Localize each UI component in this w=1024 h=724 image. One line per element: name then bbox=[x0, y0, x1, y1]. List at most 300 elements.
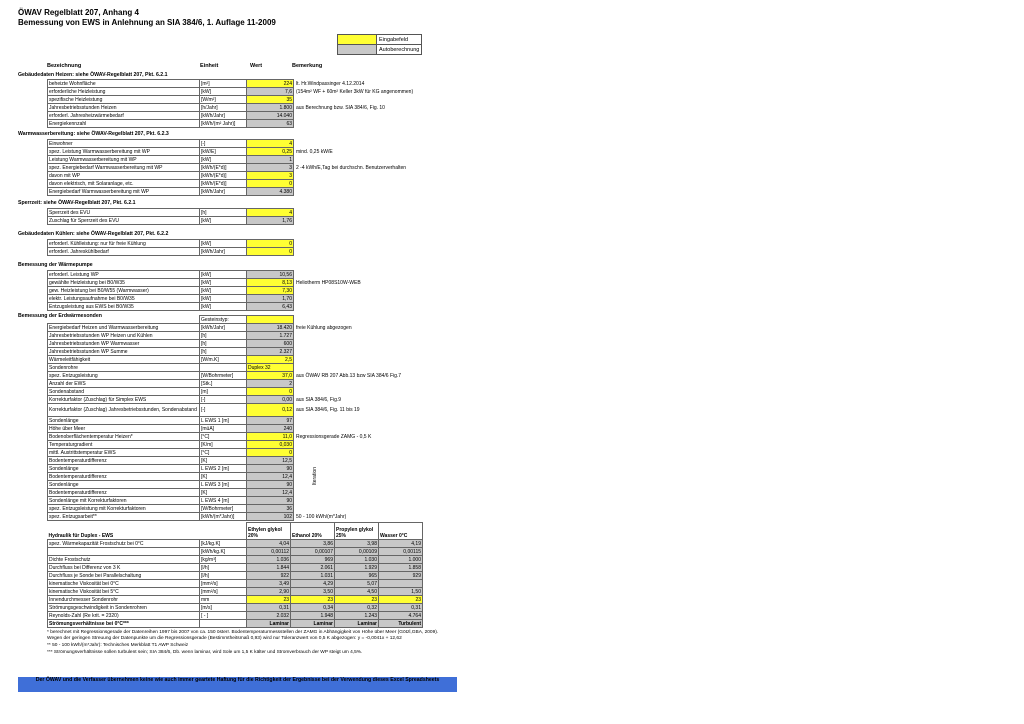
footnote: * berechnet mit Regressionsgerade der Datenreihen 1997 bis 2007 von ca. 150 österr. Bodentemperaturmessstellen der ZAMG in Abhängigkeit von Höhe über Meer (Götzl,GBA, 2009). Wegen der geringen Streuung der Datenpunkte um die Regressionsgerade (Bestimmtheitsmaß 0,93) wird nur Toleranzwert von 0,5 K abgezogen: y = -0,0041x + 12,62 bbox=[47, 630, 439, 641]
row-label: Energiekennzahl bbox=[48, 120, 200, 128]
row-label: Reynolds-Zahl (Re krit. = 2320) bbox=[48, 612, 200, 620]
row-unit: [h] bbox=[200, 209, 247, 217]
table-row bbox=[48, 172, 538, 180]
row-value: 3,50 bbox=[291, 588, 335, 596]
table-row bbox=[48, 148, 538, 156]
table-row bbox=[48, 540, 423, 548]
row-remark: freie Kühlung abgezogen bbox=[296, 324, 352, 331]
row-unit: [kWh/(E*d)] bbox=[200, 180, 247, 188]
row-unit: [-] bbox=[200, 404, 247, 417]
row-value: 3,86 bbox=[291, 540, 335, 548]
row-unit: [W/m²] bbox=[200, 96, 247, 104]
row-value: 1.948 bbox=[291, 612, 335, 620]
row-unit: [K/m] bbox=[200, 441, 247, 449]
row-remark bbox=[294, 303, 538, 311]
row-label: Dichte Frostschutz bbox=[48, 556, 200, 564]
row-value: 4,04 bbox=[247, 540, 291, 548]
row-value: 1.844 bbox=[247, 564, 291, 572]
row-value: 0 bbox=[247, 240, 294, 248]
row-value: 4,50 bbox=[335, 588, 379, 596]
table-row bbox=[48, 287, 538, 295]
table-row bbox=[48, 140, 538, 148]
row-label: Entzugsleistung aus EWS bei B0/W35 bbox=[48, 303, 200, 311]
legend-auto-label: Autoberechnung bbox=[377, 45, 422, 55]
section-title-cooling: Gebäudedaten Kühlen: siehe ÖWAV-Regelblatt 207, Pkt. 6.2.2 bbox=[18, 231, 169, 237]
row-label: erforderl. Leistung WP bbox=[48, 271, 200, 279]
table-row bbox=[48, 112, 538, 120]
row-unit: [mm²/s] bbox=[200, 588, 247, 596]
row-label: Jahresbetriebsstunden WP Warmwasser bbox=[48, 340, 200, 348]
table-row bbox=[48, 332, 538, 340]
row-value: 23 bbox=[247, 596, 291, 604]
row-remark bbox=[294, 209, 538, 217]
table-row bbox=[48, 548, 423, 556]
flow-label: Strömungsverhältnisse bei 0°C*** bbox=[48, 620, 200, 628]
table-hydraulics bbox=[47, 522, 423, 628]
table-row bbox=[48, 425, 538, 433]
row-value: 240 bbox=[247, 425, 294, 433]
row-unit: [K] bbox=[200, 489, 247, 497]
row-remark bbox=[294, 332, 538, 340]
row-value: 37,0 bbox=[247, 372, 294, 380]
row-unit bbox=[200, 364, 247, 372]
row-unit: [h/Jahr] bbox=[200, 104, 247, 112]
row-remark bbox=[294, 240, 538, 248]
row-unit: [ - ] bbox=[200, 612, 247, 620]
row-label: Energiebedarf Heizen und Warmwasserbereitung bbox=[48, 324, 200, 332]
row-label: Bodentemperaturdifferenz bbox=[48, 489, 200, 497]
row-label: spez. Entzugsarbeit** bbox=[48, 513, 200, 521]
row-unit: [h] bbox=[200, 348, 247, 356]
row-label: Jahresbetriebsstunden WP Summe bbox=[48, 348, 200, 356]
table-row bbox=[48, 556, 423, 564]
row-value: 2,90 bbox=[247, 588, 291, 596]
row-unit: [kJ/kg.K] bbox=[200, 540, 247, 548]
row-value: 36 bbox=[247, 505, 294, 513]
row-unit: [müA] bbox=[200, 425, 247, 433]
row-value: 1.031 bbox=[291, 572, 335, 580]
row-unit: [kW] bbox=[200, 279, 247, 287]
row-value: 6,43 bbox=[247, 303, 294, 311]
row-remark: (154m² WF + 60m² Keller 3kW für KG angenommen) bbox=[296, 88, 414, 95]
table-row bbox=[48, 372, 538, 380]
row-label bbox=[48, 548, 200, 556]
row-label: Bodentemperaturdifferenz bbox=[48, 473, 200, 481]
row-remark bbox=[294, 217, 538, 225]
row-label: gew. Heizleistung bei B0/W55 (Warmwasser) bbox=[48, 287, 200, 295]
row-value: 12,5 bbox=[247, 457, 294, 465]
row-value: 0,31 bbox=[379, 604, 423, 612]
table-row bbox=[48, 457, 538, 465]
row-remark bbox=[294, 340, 538, 348]
row-value: 600 bbox=[247, 340, 294, 348]
col-header-remark: Bemerkung bbox=[292, 63, 323, 69]
row-value: 3 bbox=[247, 172, 294, 180]
row-unit: [kWh/Jahr] bbox=[200, 112, 247, 120]
medium-header: Ethanol 20% bbox=[291, 523, 335, 540]
row-value: 97 bbox=[247, 417, 294, 425]
row-remark bbox=[294, 295, 538, 303]
row-value: 23 bbox=[335, 596, 379, 604]
row-value: 4 bbox=[247, 140, 294, 148]
row-value: 0,25 bbox=[247, 148, 294, 156]
row-unit: [kW] bbox=[200, 240, 247, 248]
row-value: 0 bbox=[247, 248, 294, 256]
row-remark bbox=[294, 316, 538, 324]
row-label: gewählte Heizleistung bei B0/W35 bbox=[48, 279, 200, 287]
medium-header: Propylen glykol 25% bbox=[335, 523, 379, 540]
row-remark bbox=[294, 489, 538, 497]
row-label: Durchfluss bei Differenz von 3 K bbox=[48, 564, 200, 572]
row-value: 1.243 bbox=[335, 612, 379, 620]
table-row bbox=[48, 96, 538, 104]
row-label: elektr. Leistungsaufnahme bei B0/W35 bbox=[48, 295, 200, 303]
row-value: 4,29 bbox=[291, 580, 335, 588]
row-unit: [kWh/Jahr] bbox=[200, 188, 247, 196]
table-row bbox=[48, 596, 423, 604]
footnotes bbox=[47, 630, 447, 657]
row-unit: [h] bbox=[200, 340, 247, 348]
row-value: 1,76 bbox=[247, 217, 294, 225]
table-cooling bbox=[47, 239, 538, 256]
row-unit: [°C] bbox=[200, 449, 247, 457]
col-header-unit: Einheit bbox=[200, 63, 219, 69]
row-value: 0,00109 bbox=[335, 548, 379, 556]
table-row bbox=[48, 489, 538, 497]
row-value: 965 bbox=[335, 572, 379, 580]
col-header-name: Bezeichnung bbox=[47, 63, 82, 69]
row-label: spez. Wärmekapazität Frostschutz bei 0°C bbox=[48, 540, 200, 548]
row-unit: [kWh/(E*d)] bbox=[200, 164, 247, 172]
row-unit: [kW] bbox=[200, 217, 247, 225]
row-value: 1 bbox=[247, 156, 294, 164]
row-remark: 50 - 100 kWh/(m*Jahr) bbox=[296, 513, 347, 520]
table-row bbox=[48, 580, 423, 588]
row-unit: L EWS 2 [m] bbox=[200, 465, 247, 473]
row-remark: aus SIA 384/6, Fig.9 bbox=[296, 396, 342, 403]
table-row bbox=[48, 433, 538, 441]
row-value: 1,50 bbox=[379, 588, 423, 596]
legend-auto-swatch bbox=[338, 45, 377, 55]
hydraulics-title: Hydraulik für Duplex - EWS bbox=[48, 533, 114, 539]
row-remark bbox=[294, 96, 538, 104]
row-value: 4 bbox=[247, 209, 294, 217]
disclaimer-footer: Der ÖWAV und die Verfasser übernehmen keine wie auch immer geartete Haftung für die Richtigkeit der Ergebnisse bei der Verwendung dieses Excel Spreadsheets bbox=[18, 677, 457, 692]
table-row bbox=[48, 396, 538, 404]
table-row bbox=[48, 505, 538, 513]
row-value: 2,5 bbox=[247, 356, 294, 364]
row-unit: [m²] bbox=[200, 80, 247, 88]
row-unit: [kg/m³] bbox=[200, 556, 247, 564]
row-remark: aus SIA 384/6, Fig. 11 bis 19 bbox=[296, 407, 360, 413]
row-label: spez. Entzugsleistung mit Korrekturfaktoren bbox=[48, 505, 200, 513]
row-unit: L EWS 1 [m] bbox=[200, 417, 247, 425]
row-label: Bodentemperaturdifferenz bbox=[48, 457, 200, 465]
row-unit: [-] bbox=[200, 396, 247, 404]
row-value bbox=[379, 580, 423, 588]
row-unit: [kW/E] bbox=[200, 148, 247, 156]
table-row bbox=[48, 388, 538, 396]
row-remark: aus ÖWAV RB 207 Abb.13 bzw SIA 384/6 Fig.7 bbox=[296, 372, 402, 379]
row-label: Innendurchmesser Sondenrohr bbox=[48, 596, 200, 604]
row-remark bbox=[294, 388, 538, 396]
row-unit: L EWS 3 [m] bbox=[200, 481, 247, 489]
row-unit: [kWh/(m² Jahr)] bbox=[200, 120, 247, 128]
table-row bbox=[48, 316, 538, 324]
row-value: 1,70 bbox=[247, 295, 294, 303]
row-remark bbox=[294, 465, 538, 473]
row-value: 0,32 bbox=[335, 604, 379, 612]
row-label: Sondenlänge bbox=[48, 417, 200, 425]
row-value: 7,30 bbox=[247, 287, 294, 295]
row-value: 23 bbox=[379, 596, 423, 604]
title-line-2: Bemessung von EWS in Anlehnung an SIA 384/6, 1. Auflage 11-2009 bbox=[18, 18, 276, 27]
row-label: Energiebedarf Warmwasserbereitung mit WP bbox=[48, 188, 200, 196]
row-unit: [l/h] bbox=[200, 572, 247, 580]
legend-input-swatch bbox=[338, 35, 377, 45]
row-label: Sondenrohre bbox=[48, 364, 200, 372]
row-remark: Regressionsgerade ZAMG - 0,5 K bbox=[296, 433, 372, 440]
row-label: Anzahl der EWS bbox=[48, 380, 200, 388]
row-remark bbox=[294, 441, 538, 449]
section-title-warmwater: Warmwasserbereitung: siehe ÖWAV-Regelblatt 207, Pkt. 6.2.3 bbox=[18, 131, 169, 137]
table-row bbox=[48, 180, 538, 188]
table-row bbox=[48, 380, 538, 388]
row-unit: [-] bbox=[200, 140, 247, 148]
row-remark bbox=[294, 417, 538, 425]
row-value: 10,56 bbox=[247, 271, 294, 279]
row-value: 18.420 bbox=[247, 324, 294, 332]
row-value: 1.727 bbox=[247, 332, 294, 340]
row-value: 11,0 bbox=[247, 433, 294, 441]
row-remark bbox=[294, 172, 538, 180]
row-label: Wärmeleitfähigkeit bbox=[48, 356, 200, 364]
table-row bbox=[48, 156, 538, 164]
row-value: 0,00115 bbox=[379, 548, 423, 556]
row-value: 12,4 bbox=[247, 489, 294, 497]
table-row bbox=[48, 209, 538, 217]
row-unit: [kW] bbox=[200, 88, 247, 96]
row-label: davon elektrisch, mit Solaranlage, etc. bbox=[48, 180, 200, 188]
row-label: Leistung Warmwasserbereitung mit WP bbox=[48, 156, 200, 164]
row-remark bbox=[294, 449, 538, 457]
row-unit: [kW] bbox=[200, 156, 247, 164]
section-title-probes: Bemessung der Erdwärmesonden bbox=[18, 313, 102, 319]
flow-unit bbox=[200, 620, 247, 628]
table-row bbox=[48, 271, 538, 279]
legend bbox=[337, 34, 422, 55]
row-remark: mind. 0,25 kW/E bbox=[296, 148, 333, 155]
section-title-blocking: Sperrzeit: siehe ÖWAV-Regelblatt 207, Pkt. 6.2.1 bbox=[18, 200, 136, 206]
footnote: *** Strömungsverhältnisse sollen turbulent sein; SIA 384/6, Db. wenn laminar, wird Sole um 1,5 K kälter und Stromverbrauch der WP steigt um 4,5%. bbox=[47, 650, 363, 655]
row-unit: [m/s] bbox=[200, 604, 247, 612]
row-value: 5,07 bbox=[335, 580, 379, 588]
row-unit: [kW] bbox=[200, 303, 247, 311]
table-row bbox=[48, 588, 423, 596]
row-remark bbox=[294, 248, 538, 256]
row-value: 4.380 bbox=[247, 188, 294, 196]
row-label: spezifische Heizleistung bbox=[48, 96, 200, 104]
row-value: 0 bbox=[247, 449, 294, 457]
row-remark bbox=[294, 497, 538, 505]
table-row bbox=[48, 473, 538, 481]
table-row bbox=[48, 356, 538, 364]
row-value: 90 bbox=[247, 465, 294, 473]
row-unit: [h] bbox=[200, 332, 247, 340]
row-value: 8,13 bbox=[247, 279, 294, 287]
row-value: 2.032 bbox=[247, 612, 291, 620]
row-label: erforderliche Heizleistung bbox=[48, 88, 200, 96]
row-remark bbox=[294, 505, 538, 513]
table-row bbox=[48, 248, 538, 256]
row-remark bbox=[294, 364, 538, 372]
row-remark bbox=[294, 356, 538, 364]
row-remark: 2 -4 kWh/E,Tag bei durchschn. Benutzerverhalten bbox=[296, 164, 407, 171]
row-value: 0,12 bbox=[247, 404, 294, 417]
row-label: Höhe über Meer bbox=[48, 425, 200, 433]
row-value: 3,98 bbox=[335, 540, 379, 548]
row-label: Jahresbetriebsstunden Heizen bbox=[48, 104, 200, 112]
iteration-label: Iteration bbox=[312, 467, 318, 486]
row-label: Korrekturfaktor (Zuschlag) Jahresbetriebsstunden, Sondenabstand bbox=[48, 404, 200, 417]
row-label: spez. Entzugsleistung bbox=[48, 372, 200, 380]
row-label: Strömungsgeschwindigkeit in Sondenrohren bbox=[48, 604, 200, 612]
row-remark bbox=[294, 380, 538, 388]
section-title-heating: Gebäudedaten Heizen: siehe ÖWAV-Regelblatt 207, Pkt. 6.2.1 bbox=[18, 72, 168, 78]
row-remark bbox=[294, 457, 538, 465]
row-remark bbox=[294, 425, 538, 433]
row-value: 63 bbox=[247, 120, 294, 128]
table-row bbox=[48, 348, 538, 356]
row-unit: [K] bbox=[200, 473, 247, 481]
table-row bbox=[48, 441, 538, 449]
row-label: kinematische Viskosität bei 5°C bbox=[48, 588, 200, 596]
table-row bbox=[48, 465, 538, 473]
flow-value: Turbulent bbox=[379, 620, 423, 628]
table-row bbox=[48, 303, 538, 311]
row-value: 14.040 bbox=[247, 112, 294, 120]
row-value: 1.858 bbox=[379, 564, 423, 572]
row-remark bbox=[294, 348, 538, 356]
row-value: 1.030 bbox=[335, 556, 379, 564]
row-remark bbox=[294, 287, 538, 295]
row-label: Zuschlag für Sperrzeit des EVU bbox=[48, 217, 200, 225]
table-row bbox=[48, 497, 538, 505]
table-row bbox=[48, 564, 423, 572]
row-unit: [kWh/Jahr] bbox=[200, 248, 247, 256]
table-row bbox=[48, 404, 538, 417]
row-unit: [kWh/(E*d)] bbox=[200, 172, 247, 180]
flow-row bbox=[48, 620, 423, 628]
row-unit: Gesteinstyp: bbox=[200, 316, 247, 324]
row-value: 2 bbox=[247, 380, 294, 388]
section-title-heatpump: Bemessung der Wärmepumpe bbox=[18, 262, 93, 268]
row-label: erforderl. Jahreskühlbedarf bbox=[48, 248, 200, 256]
row-label: kinematische Viskosität bei 0°C bbox=[48, 580, 200, 588]
row-unit: [W/m.K] bbox=[200, 356, 247, 364]
row-value: 0,34 bbox=[291, 604, 335, 612]
table-row bbox=[48, 188, 538, 196]
table-row bbox=[48, 104, 538, 112]
row-unit: [kW] bbox=[200, 287, 247, 295]
row-label: Temperaturgradient bbox=[48, 441, 200, 449]
row-remark bbox=[294, 473, 538, 481]
table-row bbox=[48, 279, 538, 287]
table-row bbox=[48, 295, 538, 303]
row-label: Sondenlänge bbox=[48, 481, 200, 489]
table-row bbox=[48, 88, 538, 96]
row-unit: [m] bbox=[200, 388, 247, 396]
footnote: ** 50 - 100 kWh/(m*Jahr): Technisches Merkblatt T1 AWP Schweiz bbox=[47, 643, 189, 648]
hydraulics-header-row bbox=[48, 523, 423, 540]
row-value: 2.061 bbox=[291, 564, 335, 572]
row-label: erforderl. Jahresheizwärmebedarf bbox=[48, 112, 200, 120]
row-unit: [W/Bohrmeter] bbox=[200, 372, 247, 380]
table-heating bbox=[47, 79, 538, 128]
row-value: 929 bbox=[379, 572, 423, 580]
table-heatpump bbox=[47, 270, 538, 311]
row-label: beheizte Wohnfläche bbox=[48, 80, 200, 88]
flow-value: Laminar bbox=[335, 620, 379, 628]
title-line-1: ÖWAV Regelblatt 207, Anhang 4 bbox=[18, 8, 139, 17]
row-unit: [W/Bohrmeter] bbox=[200, 505, 247, 513]
row-label: spez. Leistung Warmwasserbereitung mit WP bbox=[48, 148, 200, 156]
table-row bbox=[48, 417, 538, 425]
row-value: 90 bbox=[247, 497, 294, 505]
table-row bbox=[48, 340, 538, 348]
row-value: 4,19 bbox=[379, 540, 423, 548]
table-row bbox=[48, 604, 423, 612]
row-value: 12,4 bbox=[247, 473, 294, 481]
row-value: 2.327 bbox=[247, 348, 294, 356]
row-label: erforderl. Kühlleistung: nur für freie Kühlung bbox=[48, 240, 200, 248]
medium-header: Ethylen glykol 20% bbox=[247, 523, 291, 540]
row-label: Korrekturfaktor (Zuschlag) für Simplex EWS bbox=[48, 396, 200, 404]
row-value: 0,00 bbox=[247, 396, 294, 404]
row-value: 0,030 bbox=[247, 441, 294, 449]
row-unit: [Stk.] bbox=[200, 380, 247, 388]
row-value: 1.800 bbox=[247, 104, 294, 112]
row-value: 102 bbox=[247, 513, 294, 521]
row-unit: [mm²/s] bbox=[200, 580, 247, 588]
row-unit: [K] bbox=[200, 457, 247, 465]
row-unit: [kW] bbox=[200, 295, 247, 303]
row-value: 922 bbox=[247, 572, 291, 580]
table-row bbox=[48, 572, 423, 580]
row-label: Einwohner bbox=[48, 140, 200, 148]
row-label: Jahresbetriebsstunden WP Heizen und Kühlen bbox=[48, 332, 200, 340]
row-label: Sondenabstand bbox=[48, 388, 200, 396]
row-value: 3,49 bbox=[247, 580, 291, 588]
table-blocking bbox=[47, 208, 538, 225]
table-row bbox=[48, 612, 423, 620]
legend-input-label: Eingabefeld bbox=[377, 35, 422, 45]
table-row bbox=[48, 80, 538, 88]
row-unit: [kWh/(m*Jahr)] bbox=[200, 513, 247, 521]
row-remark: lt. Hr.Windpassinger 4.12.2014 bbox=[296, 80, 365, 87]
hydraulics-unit-header bbox=[200, 523, 247, 540]
table-row bbox=[48, 481, 538, 489]
row-unit: mm bbox=[200, 596, 247, 604]
row-remark bbox=[294, 112, 538, 120]
row-unit: L EWS 4 [m] bbox=[200, 497, 247, 505]
row-label: Sperrzeit des EVU bbox=[48, 209, 200, 217]
row-unit: [l/h] bbox=[200, 564, 247, 572]
row-value: 35 bbox=[247, 96, 294, 104]
row-label: Durchfluss je Sonde bei Parallelschaltung bbox=[48, 572, 200, 580]
row-value: 0,00112 bbox=[247, 548, 291, 556]
row-value: 23 bbox=[291, 596, 335, 604]
